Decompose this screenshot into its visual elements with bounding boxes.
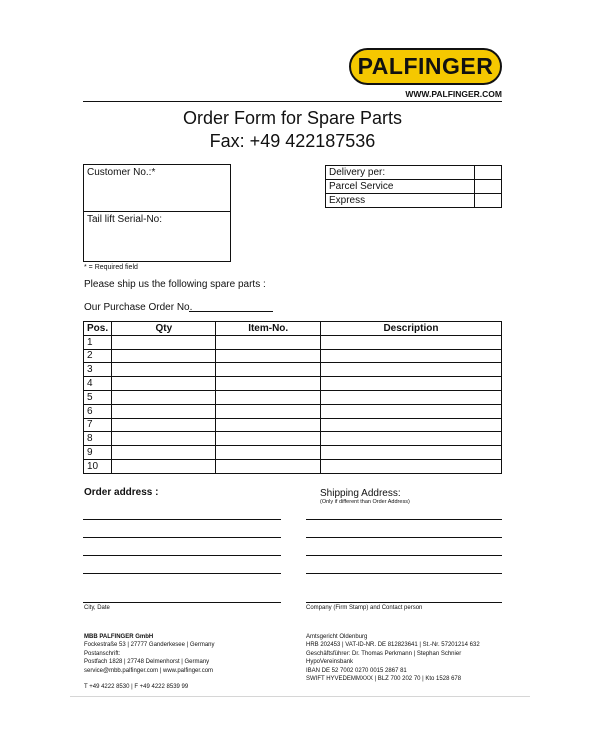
order-address-line-4[interactable] (83, 573, 281, 574)
shipping-address-label: Shipping Address: (320, 488, 401, 499)
table-row (84, 363, 502, 377)
pos-cell: 2 (84, 349, 112, 363)
item-no-cell[interactable] (216, 432, 320, 446)
qty-cell[interactable] (112, 377, 216, 391)
item-no-cell[interactable] (216, 349, 320, 363)
pos-cell: 5 (84, 390, 112, 404)
pos-cell: 6 (84, 404, 112, 418)
table-row (84, 335, 502, 349)
express-check[interactable] (475, 194, 502, 208)
header-qty: Qty (112, 322, 216, 336)
shipping-address-line-1[interactable] (306, 519, 502, 520)
footer-court: Amtsgericht Oldenburg (306, 634, 368, 640)
order-address-label: Order address : (84, 487, 159, 498)
bottom-divider (70, 696, 530, 697)
qty-cell[interactable] (112, 349, 216, 363)
footer-bank: HypoVereinsbank (306, 659, 354, 666)
parts-header-row (84, 322, 502, 336)
footer-iban: IBAN DE 52 7002 0270 0015 2867 81 (306, 667, 407, 674)
fax-number: Fax: +49 422187536 (209, 131, 376, 151)
header-description: Description (320, 322, 501, 336)
footer-registration: HRB 202453 | VAT-ID-NR. DE 812823641 | St.-Nr. 57201214 632 (306, 642, 480, 649)
tail-lift-serial-label: Tail lift Serial-No: (87, 214, 163, 225)
footer-right (306, 633, 506, 683)
company-stamp-label: Company (Firm Stamp) and Contact person (306, 605, 423, 611)
item-no-cell[interactable] (216, 418, 320, 432)
delivery-per-label: Delivery per: (326, 166, 475, 180)
footer-phone: T +49 4222 8530 | F +49 4222 8539 99 (84, 684, 189, 691)
customer-no-box[interactable] (83, 164, 231, 212)
parts-table (83, 321, 502, 474)
delivery-per-check[interactable] (475, 166, 502, 180)
parcel-service-label: Parcel Service (326, 180, 475, 194)
delivery-row (326, 194, 502, 208)
header-divider (83, 101, 502, 102)
shipping-address-line-3[interactable] (306, 555, 502, 556)
item-no-cell[interactable] (216, 390, 320, 404)
pos-cell: 7 (84, 418, 112, 432)
header-item-no: Item-No. (216, 322, 320, 336)
shipping-address-line-2[interactable] (306, 537, 502, 538)
footer-company-name: MBB PALFINGER GmbH (84, 634, 154, 640)
website-url: WWW.PALFINGER.COM (405, 89, 502, 99)
qty-cell[interactable] (112, 418, 216, 432)
footer-swift: SWIFT HYVEDEMMXXX | BLZ 700 202 70 | Kto 1528 678 (306, 676, 462, 683)
description-cell[interactable] (320, 404, 501, 418)
purchase-order-field[interactable] (189, 311, 273, 312)
city-date-line[interactable] (83, 602, 281, 603)
table-row (84, 377, 502, 391)
table-row (84, 390, 502, 404)
footer-email-web: service@mbb.palfinger.com | www.palfinger.com (84, 667, 214, 674)
footer-spacer (84, 675, 284, 683)
description-cell[interactable] (320, 363, 501, 377)
footer-managers: Geschäftsführer: Dr. Thomas Perkmann | Stephan Schnier (306, 650, 462, 657)
footer-postbox: Postfach 1828 | 27748 Delmenhorst | Germany (84, 659, 210, 666)
description-cell[interactable] (320, 349, 501, 363)
pos-cell: 8 (84, 432, 112, 446)
description-cell[interactable] (320, 418, 501, 432)
pos-cell: 9 (84, 446, 112, 460)
qty-cell[interactable] (112, 446, 216, 460)
pos-cell: 10 (84, 459, 112, 473)
footer-address: Fockestraße 53 | 27777 Ganderkesee | Germany (84, 642, 215, 649)
pos-cell: 3 (84, 363, 112, 377)
shipping-address-line-4[interactable] (306, 573, 502, 574)
pos-cell: 1 (84, 335, 112, 349)
city-date-label: City, Date (84, 605, 110, 611)
delivery-table (325, 165, 502, 208)
qty-cell[interactable] (112, 390, 216, 404)
order-address-line-1[interactable] (83, 519, 281, 520)
logo-text: PALFINGER (357, 53, 494, 79)
delivery-row (326, 166, 502, 180)
express-label: Express (326, 194, 475, 208)
qty-cell[interactable] (112, 363, 216, 377)
description-cell[interactable] (320, 377, 501, 391)
please-ship-text: Please ship us the following spare parts : (84, 279, 266, 290)
parcel-service-check[interactable] (475, 180, 502, 194)
item-no-cell[interactable] (216, 446, 320, 460)
order-address-line-2[interactable] (83, 537, 281, 538)
table-row (84, 459, 502, 473)
description-cell[interactable] (320, 335, 501, 349)
description-cell[interactable] (320, 446, 501, 460)
pos-cell: 4 (84, 377, 112, 391)
required-note: * = Required field (84, 264, 138, 271)
shipping-address-note: (Only if different than Order Address) (320, 499, 410, 505)
description-cell[interactable] (320, 432, 501, 446)
header-pos: Pos. (84, 322, 112, 336)
table-row (84, 349, 502, 363)
delivery-row (326, 180, 502, 194)
qty-cell[interactable] (112, 459, 216, 473)
item-no-cell[interactable] (216, 459, 320, 473)
footer-postal-label: Postanschrift: (84, 650, 121, 657)
item-no-cell[interactable] (216, 377, 320, 391)
table-row (84, 432, 502, 446)
item-no-cell[interactable] (216, 404, 320, 418)
order-address-line-3[interactable] (83, 555, 281, 556)
item-no-cell[interactable] (216, 363, 320, 377)
customer-no-label: Customer No.:* (87, 167, 156, 178)
tail-lift-serial-box[interactable] (83, 211, 231, 262)
table-row (84, 446, 502, 460)
palfinger-logo (349, 48, 502, 85)
purchase-order-label: Our Purchase Order No. (84, 302, 193, 313)
qty-cell[interactable] (112, 335, 216, 349)
qty-cell[interactable] (112, 404, 216, 418)
page-title: Order Form for Spare Parts (182, 108, 403, 128)
table-row (84, 418, 502, 432)
table-row (84, 404, 502, 418)
item-no-cell[interactable] (216, 335, 320, 349)
description-cell[interactable] (320, 390, 501, 404)
description-cell[interactable] (320, 459, 501, 473)
qty-cell[interactable] (112, 432, 216, 446)
company-stamp-line[interactable] (306, 602, 502, 603)
footer-left (84, 633, 284, 692)
